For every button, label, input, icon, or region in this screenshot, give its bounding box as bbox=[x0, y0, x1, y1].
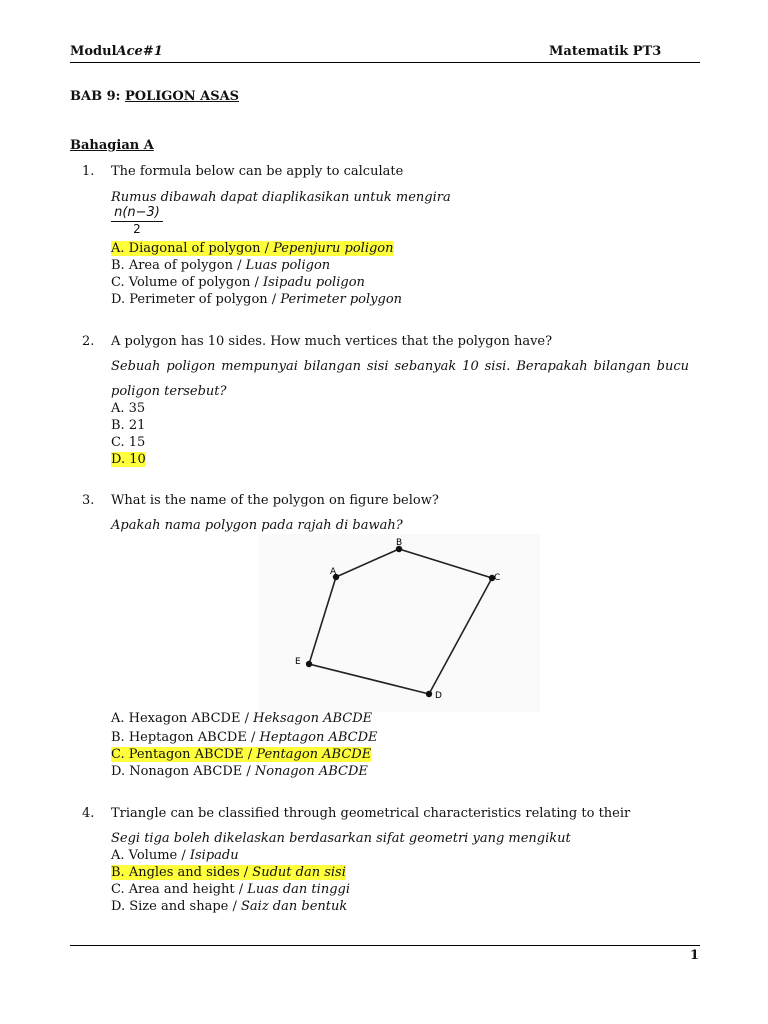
q3-number: 3. bbox=[82, 493, 95, 508]
option-ms: Nonagon ABCDE bbox=[254, 764, 368, 779]
vertex-e bbox=[306, 661, 312, 667]
label-d: D bbox=[435, 691, 442, 701]
option-en: B. Angles and sides / bbox=[111, 865, 253, 880]
q3-option-d bbox=[111, 764, 368, 779]
pentagon-diagram bbox=[258, 534, 540, 712]
q4-text-en: Triangle can be classified through geometrical characteristics relating to their bbox=[111, 806, 631, 821]
q2-option-a: A. 35 bbox=[111, 401, 146, 416]
label-c: C bbox=[494, 573, 501, 583]
chapter-prefix: BAB 9: bbox=[70, 89, 125, 104]
option-en: C. Area and height / bbox=[111, 882, 248, 897]
option-en: D. Perimeter of polygon / bbox=[111, 292, 281, 307]
q1-text-ms: Rumus dibawah dapat diaplikasikan untuk mengira bbox=[111, 190, 451, 205]
option-en: A. Hexagon ABCDE / bbox=[111, 711, 254, 726]
option-ms: Luas dan tinggi bbox=[247, 882, 350, 897]
q1-option-a bbox=[111, 241, 394, 256]
q4-option-b bbox=[111, 865, 346, 880]
q2-text-en: A polygon has 10 sides. How much vertices that the polygon have? bbox=[111, 334, 553, 349]
option-en: D. Nonagon ABCDE / bbox=[111, 764, 255, 779]
option-en: A. Volume / bbox=[111, 848, 190, 863]
q1-option-b bbox=[111, 258, 330, 273]
q4-option-a bbox=[111, 848, 239, 863]
label-e: E bbox=[295, 657, 301, 667]
header-rule bbox=[70, 62, 700, 63]
label-a: A bbox=[330, 567, 337, 577]
option-en: D. Size and shape / bbox=[111, 899, 241, 914]
header-module bbox=[70, 44, 163, 59]
option-en: B. Area of polygon / bbox=[111, 258, 246, 273]
option-ms: Saiz dan bentuk bbox=[241, 899, 348, 914]
option-ms: Heptagon ABCDE bbox=[259, 730, 378, 745]
option-ms: Isipadu bbox=[189, 848, 239, 863]
option-ms: Pepenjuru poligon bbox=[273, 241, 394, 256]
option-en: A. Diagonal of polygon / bbox=[111, 241, 274, 256]
footer-rule bbox=[70, 945, 700, 946]
pentagon-figure bbox=[258, 534, 540, 712]
q4-option-c bbox=[111, 882, 350, 897]
section-title: Bahagian A bbox=[70, 138, 154, 153]
q1-formula bbox=[111, 205, 163, 236]
q3-text-en: What is the name of the polygon on figure below? bbox=[111, 493, 439, 508]
q3-option-a bbox=[111, 711, 372, 726]
vertex-d bbox=[426, 691, 432, 697]
option-ms: Isipadu poligon bbox=[263, 275, 365, 290]
q3-text-ms: Apakah nama polygon pada rajah di bawah? bbox=[111, 518, 403, 533]
option-en: B. Heptagon ABCDE / bbox=[111, 730, 260, 745]
module-name: Ace#1 bbox=[116, 44, 163, 59]
chapter-name: POLIGON ASAS bbox=[124, 89, 240, 104]
q3-option-b bbox=[111, 730, 378, 745]
q2-text-ms: Sebuah poligon mempunyai bilangan sisi sebanyak 10 sisi. Berapakah bilangan bucu poligon tersebut? bbox=[111, 359, 689, 399]
page-number: 1 bbox=[690, 948, 700, 963]
q1-option-c bbox=[111, 275, 365, 290]
option-ms: Pentagon ABCDE bbox=[256, 747, 372, 762]
option-en: C. Pentagon ABCDE / bbox=[111, 747, 257, 762]
q2-option-d: D. 10 bbox=[111, 452, 146, 467]
label-b: B bbox=[396, 538, 403, 548]
q4-number: 4. bbox=[82, 806, 95, 821]
formula-denominator: 2 bbox=[133, 222, 141, 236]
formula-numerator: n(n−3) bbox=[111, 205, 163, 222]
header-subject: Matematik PT3 bbox=[549, 44, 662, 59]
q4-text-ms: Segi tiga boleh dikelaskan berdasarkan sifat geometri yang mengikut bbox=[111, 831, 571, 846]
q1-text-en: The formula below can be apply to calculate bbox=[111, 164, 404, 179]
option-ms: Perimeter polygon bbox=[280, 292, 403, 307]
q2-option-c: C. 15 bbox=[111, 435, 146, 450]
module-prefix: Modul bbox=[70, 44, 117, 59]
option-en: C. Volume of polygon / bbox=[111, 275, 264, 290]
option-ms: Heksagon ABCDE bbox=[253, 711, 373, 726]
q3-option-c bbox=[111, 747, 371, 762]
q1-option-d bbox=[111, 292, 402, 307]
q2-option-b: B. 21 bbox=[111, 418, 146, 433]
pentagon-outline bbox=[309, 549, 492, 694]
chapter-title bbox=[70, 89, 239, 104]
option-ms: Sudut dan sisi bbox=[252, 865, 346, 880]
q2-number: 2. bbox=[82, 334, 95, 349]
q4-option-d bbox=[111, 899, 347, 914]
q1-number: 1. bbox=[82, 164, 95, 179]
option-ms: Luas poligon bbox=[245, 258, 331, 273]
